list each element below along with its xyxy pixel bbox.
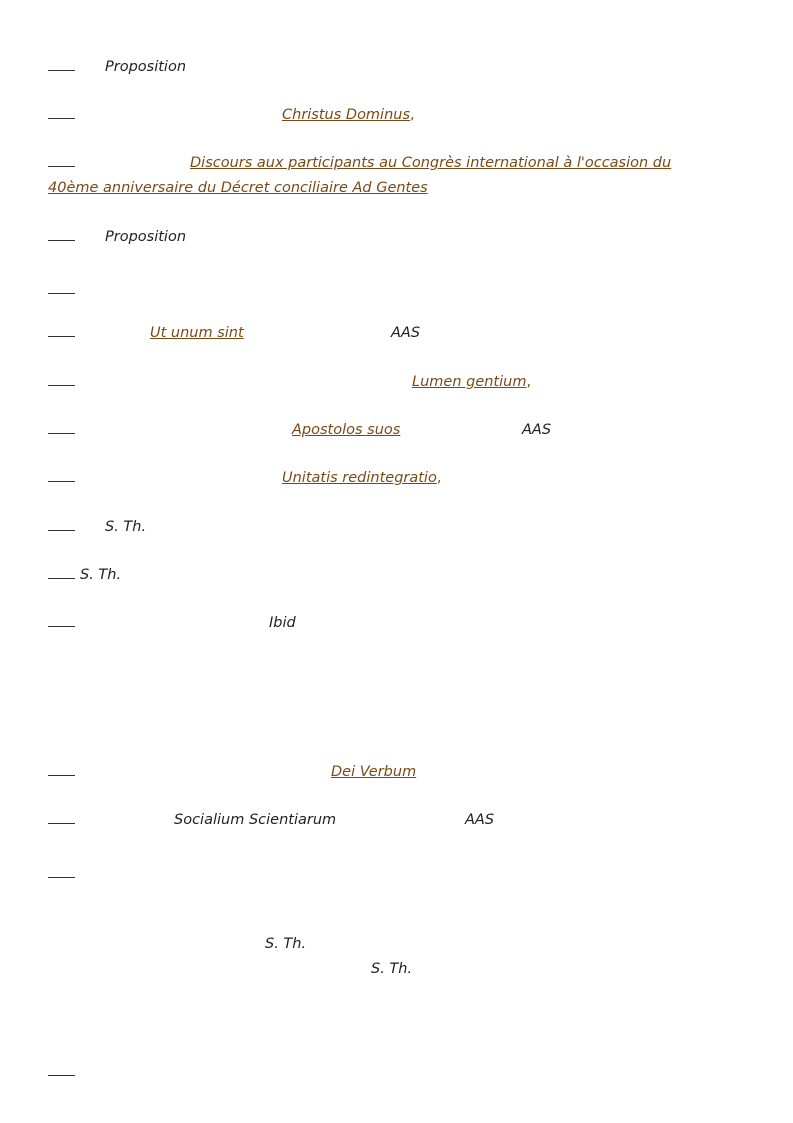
- footnote-link[interactable]: Christus Dominus: [282, 107, 411, 123]
- footnote-citation: AAS: [465, 812, 495, 828]
- footnote: [48, 278, 748, 303]
- footnote-marker[interactable]: [48, 467, 75, 482]
- footnote-marker[interactable]: [48, 516, 75, 531]
- footnote: [48, 862, 748, 887]
- footnote-punctuation: ,: [436, 470, 442, 486]
- footnote: [48, 760, 748, 785]
- footnote-marker[interactable]: [48, 279, 75, 294]
- footnote: [48, 151, 718, 201]
- footnote-marker[interactable]: [48, 612, 75, 627]
- footnote-marker[interactable]: [48, 564, 75, 579]
- footnote-marker[interactable]: [48, 761, 75, 776]
- footnote-citation: Proposition: [105, 229, 187, 245]
- footnote: [48, 418, 748, 443]
- footnote-marker[interactable]: [48, 152, 75, 167]
- footnote: [48, 466, 748, 491]
- footnote: [48, 225, 748, 250]
- footnote-marker[interactable]: [48, 419, 75, 434]
- footnote-citation: AAS: [522, 422, 552, 438]
- footnote-link[interactable]: Apostolos suos: [292, 422, 401, 438]
- footnote: [48, 611, 748, 636]
- footnote: [48, 55, 748, 80]
- footnote-citation: S. Th.: [105, 519, 147, 535]
- footnote-marker[interactable]: [48, 322, 75, 337]
- footnote-marker[interactable]: [48, 371, 75, 386]
- footnote-citation: Socialium Scientiarum: [174, 812, 337, 828]
- footnote-citation: Proposition: [105, 59, 187, 75]
- footnote-citation: Ibid: [269, 615, 296, 631]
- footnote: [48, 1060, 748, 1085]
- footnote-link-group: [282, 466, 441, 491]
- footnote-citation: AAS: [391, 325, 421, 341]
- footnote-link-group: [412, 370, 531, 395]
- footnote-marker[interactable]: [48, 56, 75, 71]
- footnote-marker[interactable]: [48, 226, 75, 241]
- footnote-link[interactable]: Discours aux participants au Congrès international à l'occasion du 40ème anniversaire du Décret conciliaire Ad Gentes: [48, 155, 672, 196]
- footnote: [48, 808, 748, 833]
- footnote-citation: S. Th.: [265, 936, 307, 952]
- footnote-marker[interactable]: [48, 809, 75, 824]
- footnote: [48, 515, 748, 540]
- footnote-marker[interactable]: [48, 104, 75, 119]
- footnote-link[interactable]: Lumen gentium: [412, 374, 527, 390]
- footnote: [48, 321, 748, 346]
- footnote: [48, 563, 748, 588]
- footnote-punctuation: ,: [526, 374, 532, 390]
- footnote-marker[interactable]: [48, 863, 75, 878]
- footnote: [48, 103, 748, 128]
- footnote-marker[interactable]: [48, 1061, 75, 1076]
- footnote-punctuation: ,: [410, 107, 415, 123]
- footnote-citation: S. Th.: [371, 961, 413, 977]
- footnote-link[interactable]: Dei Verbum: [331, 764, 417, 780]
- footnote-link-group: [282, 103, 415, 128]
- footnote-link[interactable]: Unitatis redintegratio: [282, 470, 437, 486]
- footnote: [48, 370, 748, 395]
- footnote-citation: S. Th.: [80, 567, 122, 583]
- footnote-link[interactable]: Ut unum sint: [150, 325, 244, 341]
